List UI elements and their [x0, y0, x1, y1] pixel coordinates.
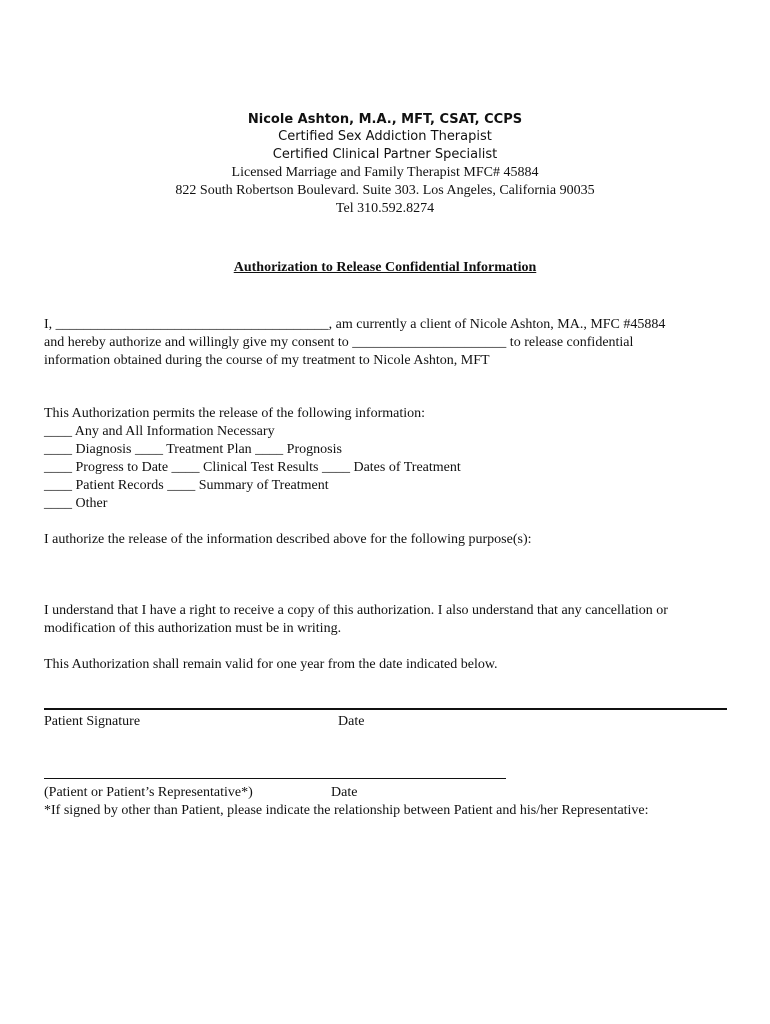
form-title: Authorization to Release Confidential Information — [233, 260, 537, 275]
address-line: 822 South Robertson Boulevard. Suite 303. Los Angeles, California 90035 — [175, 183, 595, 198]
permits-option-row-3: ____ Progress to Date ____ Clinical Test Results ____ Dates of Treatment — [44, 460, 461, 475]
purpose-statement: I authorize the release of the information described above for the following purpose(s): — [44, 532, 532, 547]
patient-signature-label: Patient Signature — [44, 714, 141, 729]
consent-line-3: information obtained during the course of my treatment to Nicole Ashton, MFT — [44, 353, 490, 368]
permits-option-row-4: ____ Patient Records ____ Summary of Treatment — [44, 478, 329, 493]
representative-signature-line — [44, 778, 506, 779]
license-line: Licensed Marriage and Family Therapist MFC# 45884 — [231, 165, 539, 180]
representative-date-label: Date — [331, 785, 358, 800]
permits-option-row-2: ____ Diagnosis ____ Treatment Plan ____ Prognosis — [44, 442, 342, 457]
consent-line-2: and hereby authorize and willingly give my consent to ______________________ to release confidential — [44, 335, 634, 350]
permits-intro: This Authorization permits the release of the following information: — [44, 406, 426, 421]
permits-option-row-1: ____ Any and All Information Necessary — [44, 424, 275, 439]
understand-line-2: modification of this authorization must be in writing. — [44, 621, 342, 636]
therapist-name: Nicole Ashton, M.A., MFT, CSAT, CCPS — [247, 112, 523, 127]
patient-date-label: Date — [338, 714, 365, 729]
representative-footnote: *If signed by other than Patient, please indicate the relationship between Patient and his/her Representative: — [44, 803, 649, 818]
patient-signature-line — [44, 708, 727, 710]
permits-option-row-5: ____ Other — [44, 496, 108, 511]
representative-signature-label: (Patient or Patient’s Representative*) — [44, 785, 253, 800]
certification-line-2: Certified Clinical Partner Specialist — [272, 147, 498, 162]
phone-line: Tel 310.592.8274 — [335, 201, 435, 216]
certification-line-1: Certified Sex Addiction Therapist — [278, 129, 492, 144]
consent-line-1: I, _______________________________________, am currently a client of Nicole Ashton, MA., MFC #45884 — [44, 317, 666, 332]
understand-line-1: I understand that I have a right to receive a copy of this authorization. I also understand that any cancellation or — [44, 603, 668, 618]
validity-statement: This Authorization shall remain valid for one year from the date indicated below. — [44, 657, 498, 672]
